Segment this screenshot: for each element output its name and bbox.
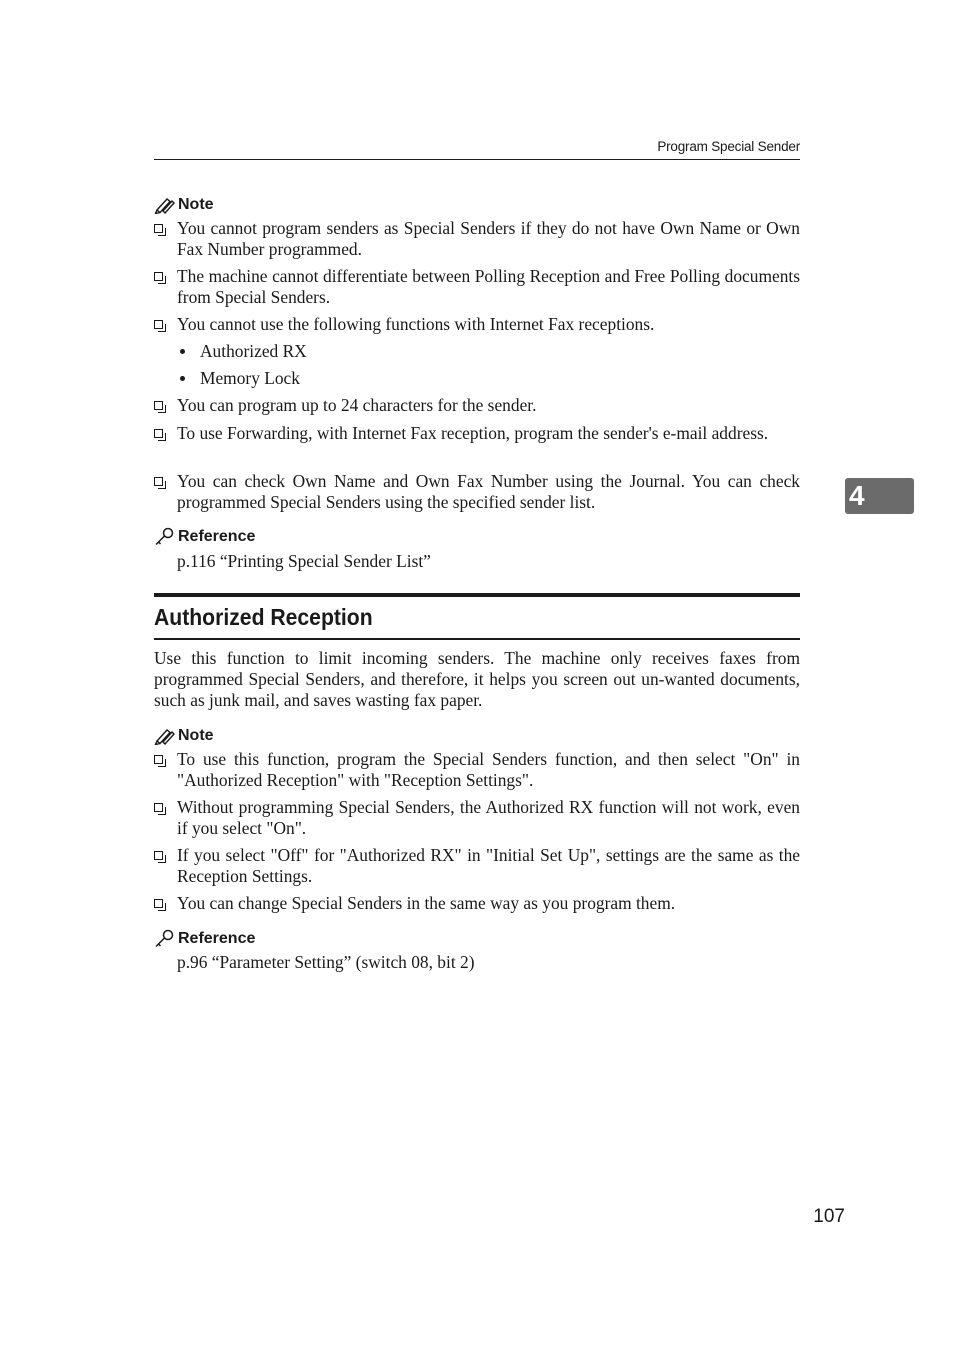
reference-link[interactable]: p.96 “Parameter Setting” (switch 08, bit 2) bbox=[177, 952, 475, 972]
checkbox-icon bbox=[154, 899, 163, 908]
list-item: The machine cannot differentiate between Polling Reception and Free Polling documents from Special Senders. bbox=[154, 266, 800, 308]
checkbox-icon bbox=[154, 224, 163, 233]
bullet-item: Memory Lock bbox=[177, 368, 777, 389]
section-rule-bottom bbox=[154, 638, 800, 640]
reference-label: Reference bbox=[178, 528, 256, 545]
page-number: 107 bbox=[813, 1206, 845, 1227]
checkbox-icon bbox=[154, 429, 163, 438]
list-item: To use Forwarding, with Internet Fax reception, program the sender's e-mail address. bbox=[154, 423, 800, 444]
bullet-icon bbox=[180, 376, 185, 381]
checkbox-icon bbox=[154, 477, 163, 486]
key-icon bbox=[154, 929, 175, 949]
header-rule bbox=[154, 159, 800, 160]
checkbox-icon bbox=[154, 272, 163, 281]
note-label: Note bbox=[178, 196, 214, 213]
checkbox-icon bbox=[154, 755, 163, 764]
list-item: You can program up to 24 characters for the sender. bbox=[154, 395, 800, 416]
reference-label: Reference bbox=[178, 930, 256, 947]
list-item: If you select "Off" for "Authorized RX" in "Initial Set Up", settings are the same as the Reception Settings. bbox=[154, 845, 800, 887]
list-item: Without programming Special Senders, the Authorized RX function will not work, even if you select "On". bbox=[154, 797, 800, 839]
list-item: To use this function, program the Special Senders function, and then select "On" in "Authorized Reception" with "Reception Settings". bbox=[154, 749, 800, 791]
list-item: You cannot use the following functions with Internet Fax receptions. bbox=[154, 314, 800, 335]
key-icon bbox=[154, 527, 175, 547]
list-item: You cannot program senders as Special Senders if they do not have Own Name or Own Fax Number programmed. bbox=[154, 218, 800, 260]
note-label: Note bbox=[178, 727, 214, 744]
pencil-icon bbox=[154, 196, 175, 214]
section-intro: Use this function to limit incoming senders. The machine only receives faxes from programmed Special Senders, and therefore, it helps you screen out un-wanted documents, such as junk mail, and saves wasting fax paper. bbox=[154, 648, 800, 710]
note-heading bbox=[154, 194, 214, 216]
checkbox-icon bbox=[154, 803, 163, 812]
bullet-item: Authorized RX bbox=[177, 341, 777, 362]
bullet-icon bbox=[180, 349, 185, 354]
pencil-icon bbox=[154, 727, 175, 745]
list-item: You can check Own Name and Own Fax Number using the Journal. You can check programmed Special Senders using the specified sender list. bbox=[154, 471, 800, 513]
reference-heading bbox=[154, 526, 255, 548]
section-rule-top bbox=[154, 593, 800, 597]
running-header: Program Special Sender bbox=[657, 139, 800, 154]
list-item: You can change Special Senders in the same way as you program them. bbox=[154, 893, 800, 914]
note-heading bbox=[154, 725, 214, 747]
reference-link[interactable]: p.116 “Printing Special Sender List” bbox=[177, 551, 431, 571]
checkbox-icon bbox=[154, 401, 163, 410]
chapter-tab: 4 bbox=[845, 478, 914, 514]
checkbox-icon bbox=[154, 851, 163, 860]
checkbox-icon bbox=[154, 320, 163, 329]
reference-heading bbox=[154, 928, 255, 950]
section-title: Authorized Reception bbox=[154, 604, 373, 630]
